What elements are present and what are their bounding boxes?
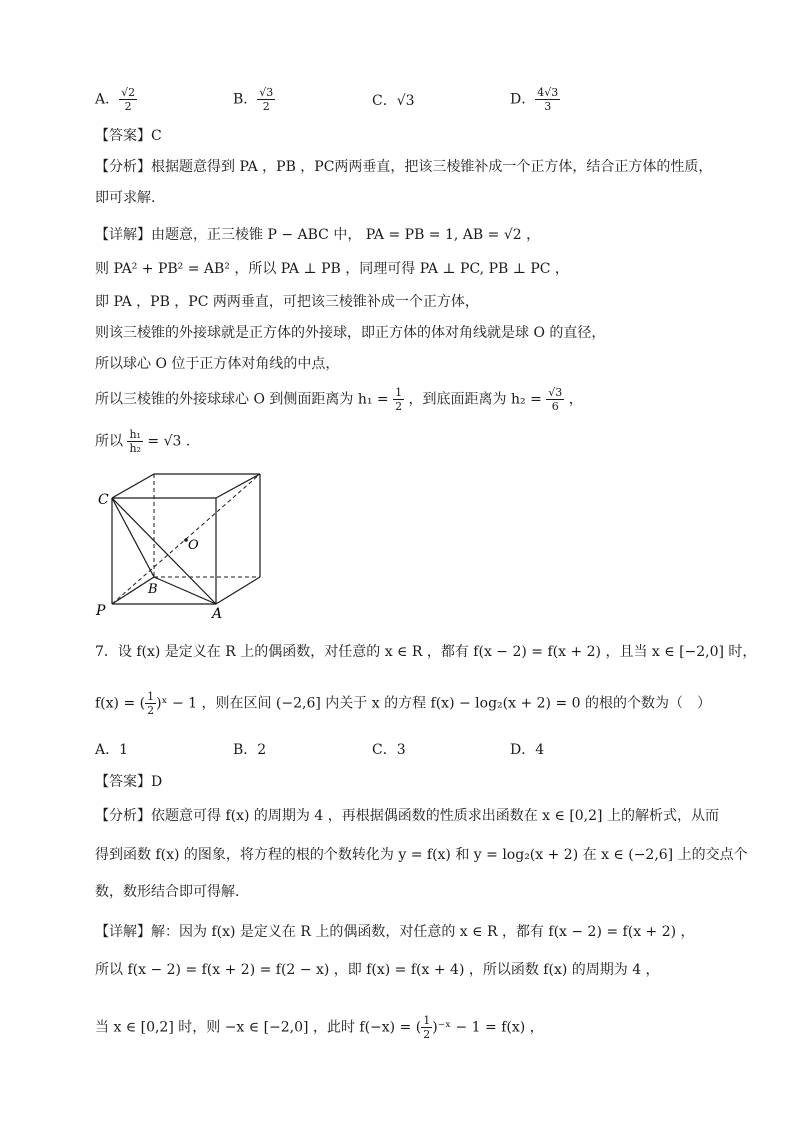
q7-option-b: B．2 bbox=[233, 742, 267, 758]
q7-detail-1: 【详解】解：因为 f(x) 是定义在 R 上的偶函数，对任意的 x ∈ R ，都有 f(x − 2) = f(x + 2) ， bbox=[95, 924, 695, 940]
option-d: D． $\frac{4√3}{3}$ bbox=[510, 86, 559, 113]
q7-option-d: D．4 bbox=[510, 742, 545, 758]
q7-stem-2: f(x) = ( $\frac{1}{2}$ )ˣ − 1 ，则在区间 (−2,6] 内关于 x 的方程 f(x) − log₂(x + 2) = 0 的根的个数为（ ） bbox=[95, 690, 711, 717]
q7-analysis-2: 得到函数 f(x) 的图象，将方程的根的个数转化为 y = f(x) 和 y = log₂(x + 2) 在 x ∈ (−2,6] 上的交点个 bbox=[95, 847, 748, 863]
q6-detail-5: 所以球心 O 位于正方体对角线的中点， bbox=[95, 356, 340, 372]
q6-analysis-2: 即可求解. bbox=[95, 190, 156, 206]
q7-analysis-1: 【分析】依题意可得 f(x) 的周期为 4 ，再根据偶函数的性质求出函数在 x ∈ [0,2] 上的解析式，从而 bbox=[95, 808, 719, 824]
option-c: C．√3 bbox=[372, 93, 415, 109]
q6-detail-7: 所以 $\frac{\text{h₁}}{\text{h₂}}$ = √3 . bbox=[95, 428, 191, 455]
label-c: C bbox=[98, 492, 109, 508]
q7-detail-3: 当 x ∈ [0,2] 时，则 −x ∈ [−2,0] ，此时 f(−x) = ( $\frac{1}{2}$ )⁻ˣ − 1 = f(x) ， bbox=[95, 1014, 544, 1041]
q6-answer: 【答案】C bbox=[95, 128, 162, 144]
q7-detail-2: 所以 f(x − 2) = f(x + 2) = f(2 − x) ，即 f(x) = f(x + 4) ，所以函数 f(x) 的周期为 4 ， bbox=[95, 962, 660, 978]
q6-analysis-1: 【分析】根据题意得到 PA ，PB ，PC两两垂直，把该三棱锥补成一个正方体，结合正方体的性质， bbox=[95, 159, 713, 175]
option-a: A． $\frac{√2}{2}$ bbox=[95, 86, 136, 113]
q7-option-c: C．3 bbox=[372, 742, 406, 758]
q6-detail-4: 则该三棱锥的外接球就是正方体的外接球，即正方体的体对角线就是球 O 的直径， bbox=[95, 325, 606, 341]
q6-detail-3: 即 PA ，PB ，PC 两两垂直，可把该三棱锥补成一个正方体， bbox=[95, 294, 479, 310]
cube-figure bbox=[92, 462, 282, 622]
q7-analysis-3: 数，数形结合即可得解. bbox=[95, 884, 240, 900]
q6-detail-6: 所以三棱锥的外接球球心 O 到侧面距离为 h₁ = $\frac{1}{2}$ ，到底面距离为 h₂ = $\frac{√3}{6}$ ， bbox=[95, 386, 583, 413]
q6-detail-1: 【详解】由题意，正三棱锥 P − ABC 中， PA = PB = 1, AB = √2 ， bbox=[95, 227, 541, 243]
q7-option-a: A．1 bbox=[95, 742, 129, 758]
label-b: B bbox=[148, 582, 158, 597]
q6-detail-2: 则 PA² + PB² = AB² ，所以 PA ⊥ PB ，同理可得 PA ⊥ PC, PB ⊥ PC ， bbox=[95, 261, 569, 277]
label-o: O bbox=[188, 538, 199, 553]
q7-answer: 【答案】D bbox=[95, 774, 163, 790]
label-a: A bbox=[212, 606, 223, 622]
option-b: B． $\frac{√3}{2}$ bbox=[233, 86, 274, 113]
label-p: P bbox=[96, 603, 106, 619]
q7-stem-1: 7．设 f(x) 是定义在 R 上的偶函数，对任意的 x ∈ R ，都有 f(x − 2) = f(x + 2) ，且当 x ∈ [−2,0] 时， bbox=[95, 644, 757, 660]
